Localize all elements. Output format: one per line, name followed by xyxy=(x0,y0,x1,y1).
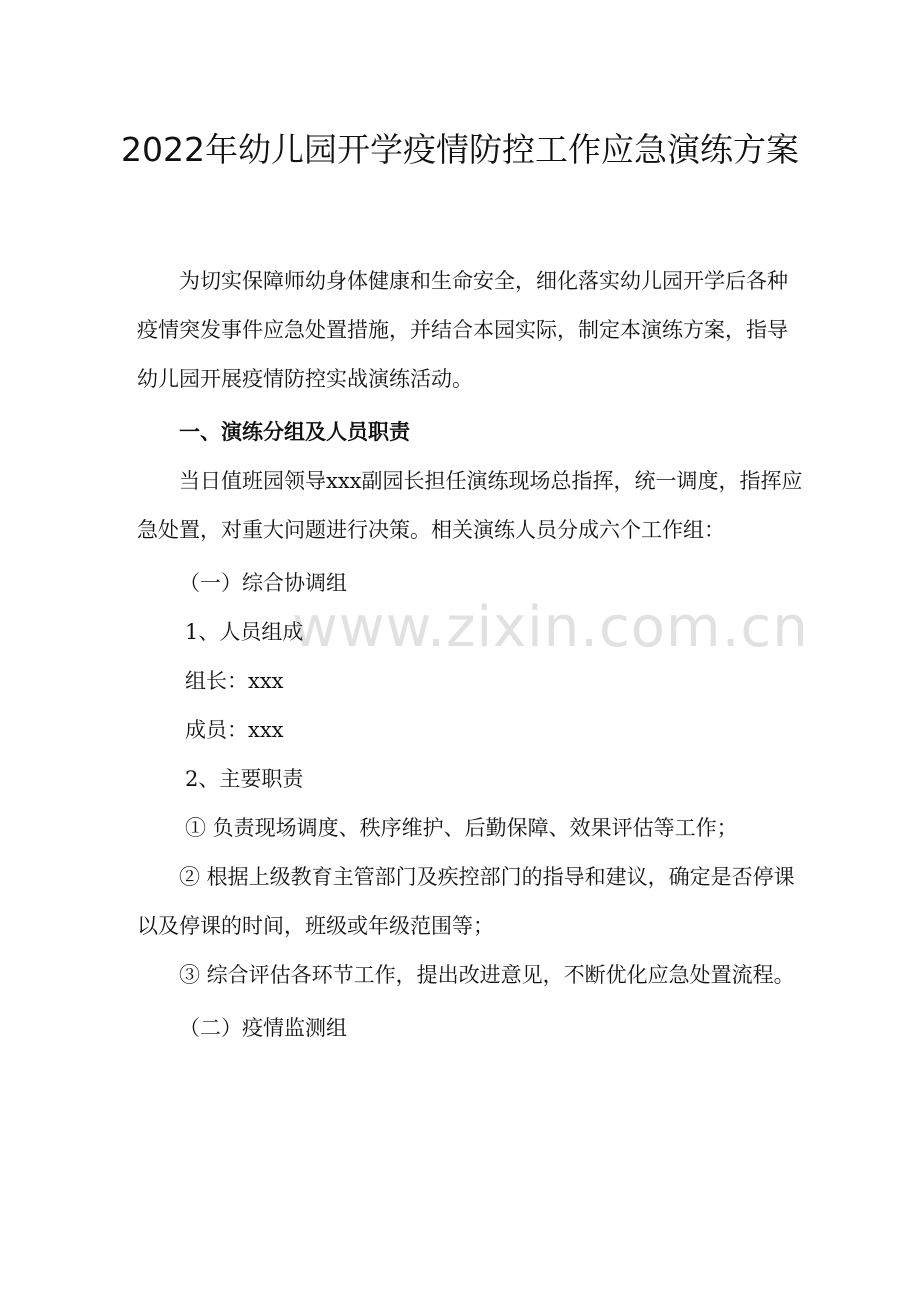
duties-heading: 2、主要职责 xyxy=(185,767,304,791)
section-intro-paragraph: 当日值班园领导xxx副园长担任演练现场总指挥，统一调度，指挥应急处置，对重大问题进行决策。相关演练人员分成六个工作组： xyxy=(137,469,803,542)
group-leader: 组长：xxx xyxy=(185,669,284,693)
document-body xyxy=(137,257,805,1053)
group-title: （一）综合协调组 xyxy=(179,571,347,595)
section-heading: 一、演练分组及人员职责 xyxy=(179,420,410,444)
duty-item: ② 根据上级教育主管部门及疾控部门的指导和建议，确定是否停课以及停课的时间，班级或年级范围等； xyxy=(137,865,795,938)
intro-paragraph: 为切实保障师幼身体健康和生命安全，细化落实幼儿园开学后各种疫情突发事件应急处置措施，并结合本园实际，制定本演练方案，指导幼儿园开展疫情防控实战演练活动。 xyxy=(137,269,788,391)
group-member: 成员：xxx xyxy=(185,718,284,742)
duty-item: ③ 综合评估各环节工作，提出改进意见，不断优化应急处置流程。 xyxy=(179,963,795,987)
duty-item: ① 负责现场调度、秩序维护、后勤保障、效果评估等工作； xyxy=(185,816,738,840)
group-title: （二）疫情监测组 xyxy=(179,1016,347,1040)
document-title: 2022年幼儿园开学疫情防控工作应急演练方案 xyxy=(121,130,799,169)
members-heading: 1、人员组成 xyxy=(185,620,304,644)
watermark: www.zixin.com.cn xyxy=(292,595,809,660)
